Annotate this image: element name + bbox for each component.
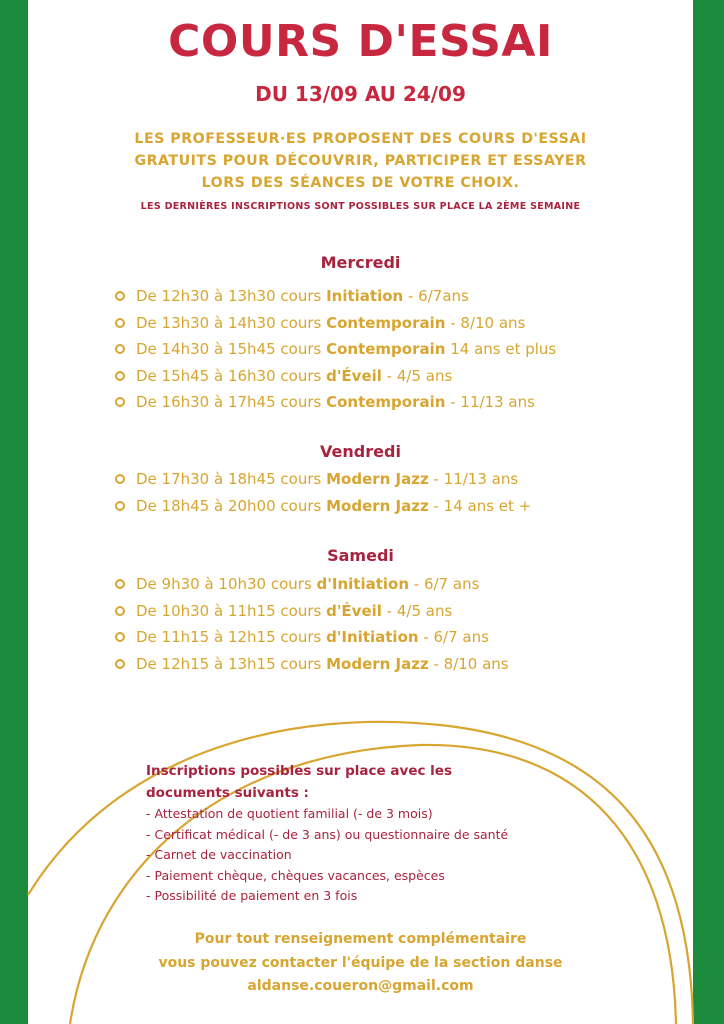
registration-title-line: documents suivants : (146, 785, 309, 801)
contact-line: vous pouvez contacter l'équipe de la section danse (158, 954, 563, 971)
contact-block (28, 928, 693, 999)
session-list-mercredi (114, 283, 614, 416)
bullet-icon (115, 397, 125, 407)
bullet-icon (115, 318, 125, 328)
bullet-icon (115, 659, 125, 669)
document-item: - Paiement chèque, chèques vacances, espèces (146, 867, 445, 883)
session-item: De 15h45 à 16h30 cours d'Éveil - 4/5 ans (114, 363, 614, 390)
intro-line: LORS DES SÉANCES DE VOTRE CHOIX. (201, 175, 520, 191)
session-item: De 12h15 à 13h15 cours Modern Jazz - 8/10 ans (114, 651, 614, 678)
bullet-icon (115, 501, 125, 511)
date-range: DU 13/09 AU 24/09 (255, 82, 466, 106)
registration-title (146, 760, 526, 804)
session-item: De 16h30 à 17h45 cours Contemporain - 11/13 ans (114, 389, 614, 416)
session-item: De 12h30 à 13h30 cours Initiation - 6/7ans (114, 283, 614, 310)
session-item: De 17h30 à 18h45 cours Modern Jazz - 11/13 ans (114, 466, 614, 493)
day-heading-vendredi: Vendredi (320, 442, 401, 461)
session-item: De 10h30 à 11h15 cours d'Éveil - 4/5 ans (114, 598, 614, 625)
contact-email[interactable]: aldanse.coueron@gmail.com (247, 978, 474, 994)
session-item: De 18h45 à 20h00 cours Modern Jazz - 14 ans et + (114, 493, 614, 520)
bullet-icon (115, 632, 125, 642)
page-title: COURS D'ESSAI (168, 16, 553, 67)
bullet-icon (115, 371, 125, 381)
document-item: - Certificat médical (- de 3 ans) ou questionnaire de santé (146, 826, 509, 842)
document-item: - Carnet de vaccination (146, 847, 292, 863)
bullet-icon (115, 606, 125, 616)
intro-note: LES DERNIÈRES INSCRIPTIONS SONT POSSIBLES SUR PLACE LA 2ÈME SEMAINE (140, 201, 581, 212)
registration-documents-list (146, 804, 586, 907)
bullet-icon (115, 291, 125, 301)
session-list-samedi (114, 571, 614, 677)
session-item: De 11h15 à 12h15 cours d'Initiation - 6/7 ans (114, 624, 614, 651)
contact-line: Pour tout renseignement complémentaire (194, 931, 527, 947)
session-list-vendredi (114, 466, 614, 519)
registration-title-line: Inscriptions possibles sur place avec les (146, 763, 452, 779)
session-item: De 9h30 à 10h30 cours d'Initiation - 6/7 ans (114, 571, 614, 598)
bullet-icon (115, 344, 125, 354)
intro-text (28, 128, 693, 194)
document-item: - Attestation de quotient familial (- de 3 mois) (146, 806, 433, 821)
day-heading-mercredi: Mercredi (320, 253, 401, 272)
session-item: De 14h30 à 15h45 cours Contemporain 14 ans et plus (114, 336, 614, 363)
bullet-icon (115, 474, 125, 484)
intro-line: GRATUITS POUR DÉCOUVRIR, PARTICIPER ET ESSAYER (134, 153, 587, 169)
document-item: - Possibilité de paiement en 3 fois (146, 888, 358, 904)
intro-line: LES PROFESSEUR·ES PROPOSENT DES COURS D'ESSAI (134, 131, 587, 147)
day-heading-samedi: Samedi (327, 546, 394, 565)
session-item: De 13h30 à 14h30 cours Contemporain - 8/10 ans (114, 310, 614, 337)
bullet-icon (115, 579, 125, 589)
